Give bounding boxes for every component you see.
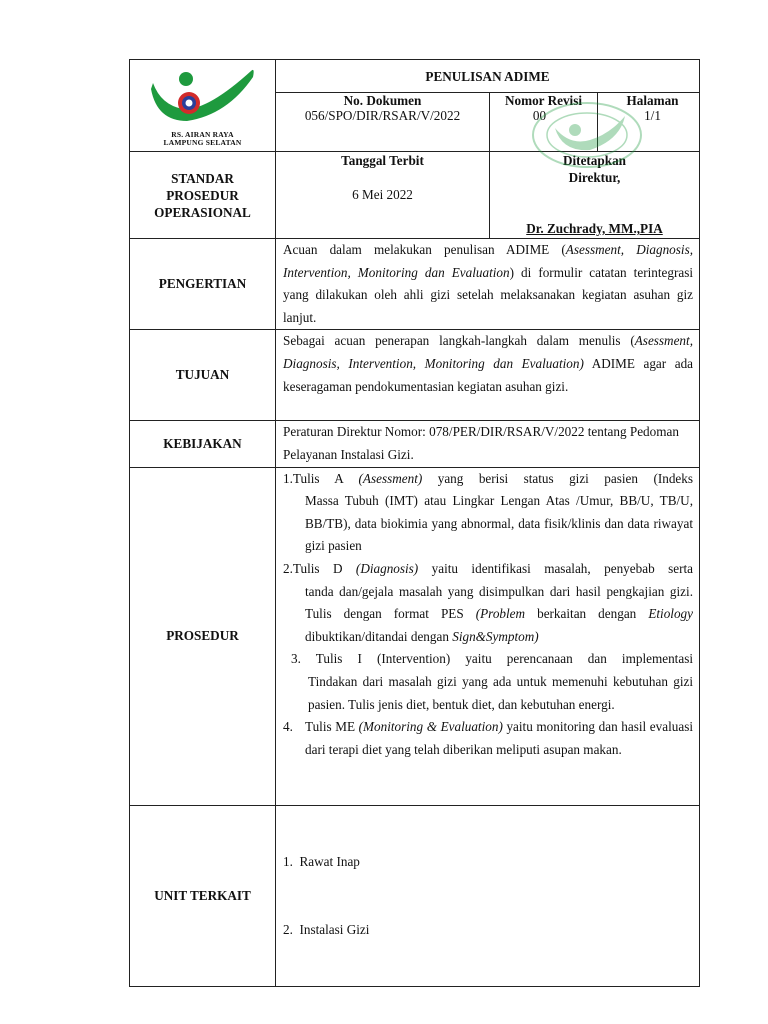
prosedur-step-1-body: Massa Tubuh (IMT) atau Lingkar Lengan Atas /Umur, BB/U, TB/U, BB/TB), data biokimia yang abnormal, data fisik/klinis dan data riwayat gizi pasien <box>305 493 693 554</box>
kebijakan-text: Peraturan Direktur Nomor: 078/PER/DIR/RSAR/V/2022 tentang Pedoman Pelayanan Instalasi Gizi. <box>276 421 700 467</box>
signatory-name: Dr. Zuchrady, MM.,PIA <box>526 221 663 236</box>
pengertian-text <box>276 239 700 330</box>
prosedur-step-1-first-line <box>283 468 693 491</box>
prosedur-step-4 <box>283 716 693 761</box>
hospital-logo-icon <box>130 65 275 131</box>
tanggal-terbit-cell <box>276 152 490 239</box>
tujuan-text-part1: Sebagai acuan penerapan langkah-langkah dalam menulis ( <box>283 333 635 349</box>
halaman-value: 1/1 <box>644 108 661 123</box>
tujuan-label: TUJUAN <box>130 330 276 421</box>
prosedur-label: PROSEDUR <box>130 467 276 805</box>
prosedur-step-3-first-line: 3. Tulis I (Intervention) yaitu perencanaan dan implementasi <box>291 651 693 667</box>
ditetapkan-line1: Ditetapkan <box>562 153 626 168</box>
pengertian-label: PENGERTIAN <box>130 239 276 330</box>
hospital-stamp-icon <box>530 100 645 170</box>
sop-line2: PROSEDUR <box>166 187 239 203</box>
tujuan-text-italic: Asessment, Diagnosis, Intervention, Monitoring dan Evaluation) <box>283 333 693 371</box>
tujuan-text <box>276 330 700 421</box>
document-title: PENULISAN ADIME <box>276 60 700 93</box>
step-2-problem: (Problem <box>475 606 526 622</box>
prosedur-steps <box>276 467 700 805</box>
pengertian-text-part3: ) di formulir catatan terintegrasi yang dilakukan oleh ahli gizi setelah melaksanakan kegiatan asuhan giz lanjut. <box>283 264 693 325</box>
nomor-revisi-value: 00 <box>532 108 547 123</box>
tanggal-terbit-value: 6 Mei 2022 <box>352 187 413 202</box>
step-2-suffix: yaitu identifikasi masalah, penyebab serta <box>418 560 693 576</box>
ditetapkan-line2: Direktur, <box>568 170 621 185</box>
unit-terkait-label: UNIT TERKAIT <box>130 805 276 987</box>
sop-label-cell <box>130 152 276 239</box>
no-dokumen-value: 056/SPO/DIR/RSAR/V/2022 <box>304 108 461 123</box>
sop-line3: OPERASIONAL <box>154 204 251 220</box>
kebijakan-label: KEBIJAKAN <box>130 421 276 467</box>
step-4-suffix: yaitu monitoring dan hasil evaluasi dari terapi diet yang telah diberikan meliputi asupan makan. <box>305 719 693 757</box>
step-2-italic: (Diagnosis) <box>355 560 419 576</box>
hospital-name-line1: RS. AIRAN RAYA <box>171 129 234 139</box>
unit-terkait-item-2: 2. Instalasi Gizi <box>283 921 370 937</box>
step-2-body-part1: tanda dan/gejala masalah yang disimpulkan dari hasil pengkajian gizi. Tulis dengan format PES <box>305 583 693 622</box>
prosedur-step-4-body <box>305 716 693 761</box>
prosedur-step-2 <box>283 558 693 648</box>
step-1-prefix: 1.Tulis A <box>283 470 359 486</box>
step-2-sign-symptom: Sign&Symptom) <box>452 628 539 644</box>
step-4-prefix: Tulis ME <box>305 719 359 735</box>
prosedur-step-2-body <box>283 581 693 649</box>
hospital-name-line2: LAMPUNG SELATAN <box>163 137 242 147</box>
tujuan-text-part3: ADIME agar ada keseragaman pendokumentasian kegiatan asuhan gizi. <box>283 355 694 394</box>
sop-document-table <box>129 59 700 987</box>
pengertian-text-italic: Asessment, Diagnosis, Intervention, Monitoring dan Evaluation <box>283 242 693 280</box>
step-2-prefix: 2.Tulis D <box>283 560 356 576</box>
step-4-number: 4. <box>283 719 293 735</box>
sop-line1: STANDAR <box>171 170 234 186</box>
unit-terkait-item-1: 1. Rawat Inap <box>283 853 360 869</box>
prosedur-step-3 <box>283 648 693 716</box>
halaman-label: Halaman <box>626 93 679 108</box>
prosedur-step-3-body: Tindakan dari masalah gizi yang ada untuk memenuhi kebutuhan gizi pasien. Tulis jenis diet, bentuk diet, dan kebutuhan energi. <box>308 673 693 712</box>
step-2-body-part2: berkaitan dengan <box>525 606 649 622</box>
logo-cell <box>130 60 276 152</box>
nomor-revisi-label: Nomor Revisi <box>504 93 583 108</box>
no-dokumen-cell <box>276 93 490 152</box>
unit-terkait-list <box>276 805 700 987</box>
step-2-body-part3: dibuktikan/ditandai dengan <box>305 628 453 644</box>
step-1-italic: (Asessment) <box>358 470 423 486</box>
no-dokumen-label: No. Dokumen <box>343 93 422 108</box>
step-1-suffix: yang berisi status gizi pasien (Indeks <box>422 470 693 486</box>
prosedur-step-2-first-line <box>283 558 693 581</box>
step-2-etiology: Etiology <box>648 606 693 622</box>
prosedur-step-1 <box>283 468 693 558</box>
step-4-italic: (Monitoring & Evaluation) <box>358 719 503 735</box>
pengertian-text-part1: Acuan dalam melakukan penulisan ADIME ( <box>283 242 566 257</box>
tanggal-terbit-label: Tanggal Terbit <box>341 153 424 168</box>
